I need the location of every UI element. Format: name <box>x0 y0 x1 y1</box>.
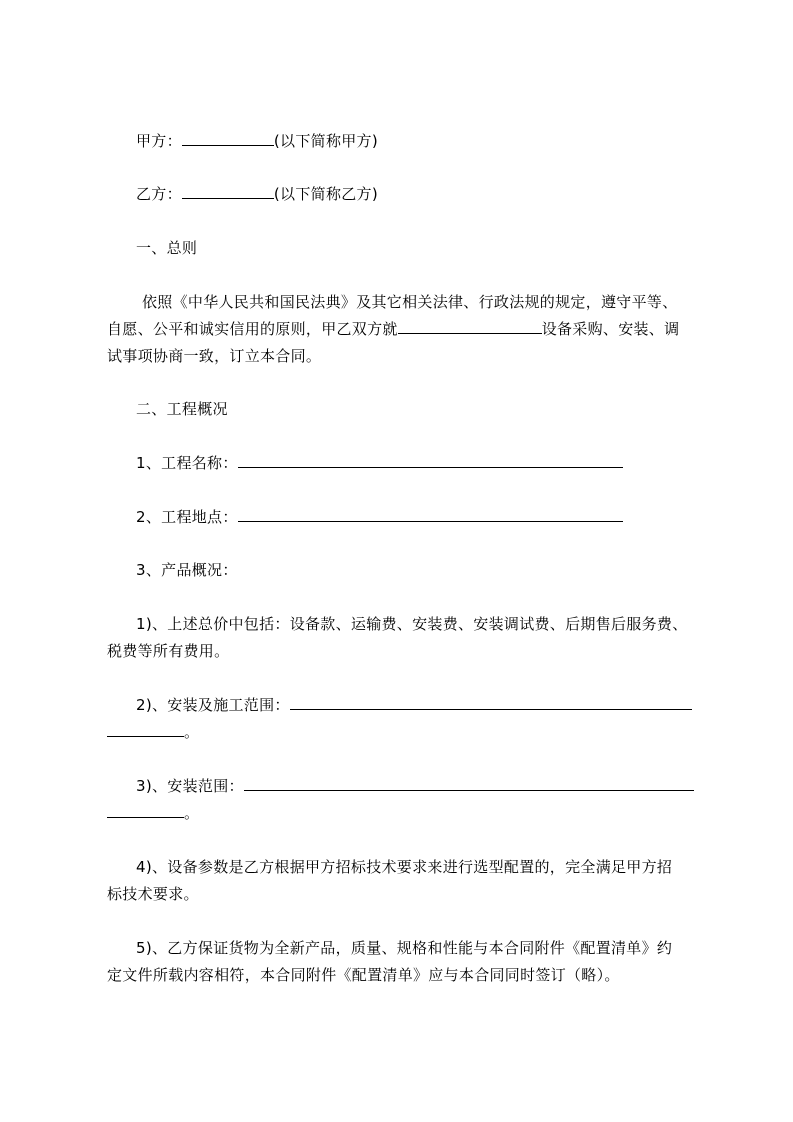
product-overview-heading: 3、产品概况： <box>136 561 238 579</box>
project-name-label: 1、工程名称： <box>136 454 238 472</box>
party-b-label: 乙方： <box>136 185 182 203</box>
quality-guarantee-line2: 定文件所载内容相符，本合同附件《配置清单》应与本合同同时签订（略）。 <box>107 966 620 984</box>
equipment-params-line1: 4)、设备参数是乙方根据甲方招标技术要求来进行选型配置的，完全满足甲方招 <box>136 858 673 876</box>
party-b-line <box>136 184 378 204</box>
quality-guarantee-line1: 5)、乙方保证货物为全新产品，质量、规格和性能与本合同附件《配置清单》约 <box>136 939 673 957</box>
project-name-line <box>136 453 623 473</box>
install-range-line2 <box>107 803 199 823</box>
party-a-line <box>136 131 378 151</box>
price-includes-line1: 1)、上述总价中包括：设备款、运输费、安装费、安装调试费、后期售后服务费、 <box>136 615 688 633</box>
section1-line2-end: 设备采购、安装、调 <box>541 320 680 338</box>
install-range-line <box>136 776 694 796</box>
install-scope-label: 2)、安装及施工范围： <box>136 696 290 714</box>
project-location-label: 2、工程地点： <box>136 508 238 526</box>
party-b-blank[interactable] <box>182 184 274 199</box>
project-blank[interactable] <box>398 319 542 334</box>
project-location-line <box>136 507 623 527</box>
party-b-suffix: (以下简称乙方) <box>273 185 379 203</box>
install-range-end: 。 <box>184 804 200 822</box>
section1-line1: 依照《中华人民共和国民法典》及其它相关法律、行政法规的规定，遵守平等、 <box>142 293 678 311</box>
price-includes-line2: 税费等所有费用。 <box>107 642 230 660</box>
section1-line2 <box>107 319 679 339</box>
section1-line2-start: 自愿、公平和诚实信用的原则，甲乙双方就 <box>107 320 398 338</box>
project-name-blank[interactable] <box>238 453 623 468</box>
install-range-blank[interactable] <box>244 776 694 791</box>
install-range-blank-cont[interactable] <box>107 803 184 818</box>
party-a-suffix: (以下简称甲方) <box>273 132 379 150</box>
install-scope-line <box>136 695 692 715</box>
section1-heading: 一、总则 <box>136 239 198 257</box>
project-location-blank[interactable] <box>238 507 623 522</box>
install-scope-blank-cont[interactable] <box>107 722 184 737</box>
install-scope-line2 <box>107 722 199 742</box>
install-scope-blank[interactable] <box>290 695 692 710</box>
equipment-params-line2: 标技术要求。 <box>107 885 199 903</box>
party-a-blank[interactable] <box>182 131 274 146</box>
section1-line3: 试事项协商一致，订立本合同。 <box>107 347 322 365</box>
install-scope-end: 。 <box>184 723 200 741</box>
party-a-label: 甲方： <box>136 132 182 150</box>
section2-heading: 二、工程概况 <box>136 400 228 418</box>
install-range-label: 3)、安装范围： <box>136 777 244 795</box>
